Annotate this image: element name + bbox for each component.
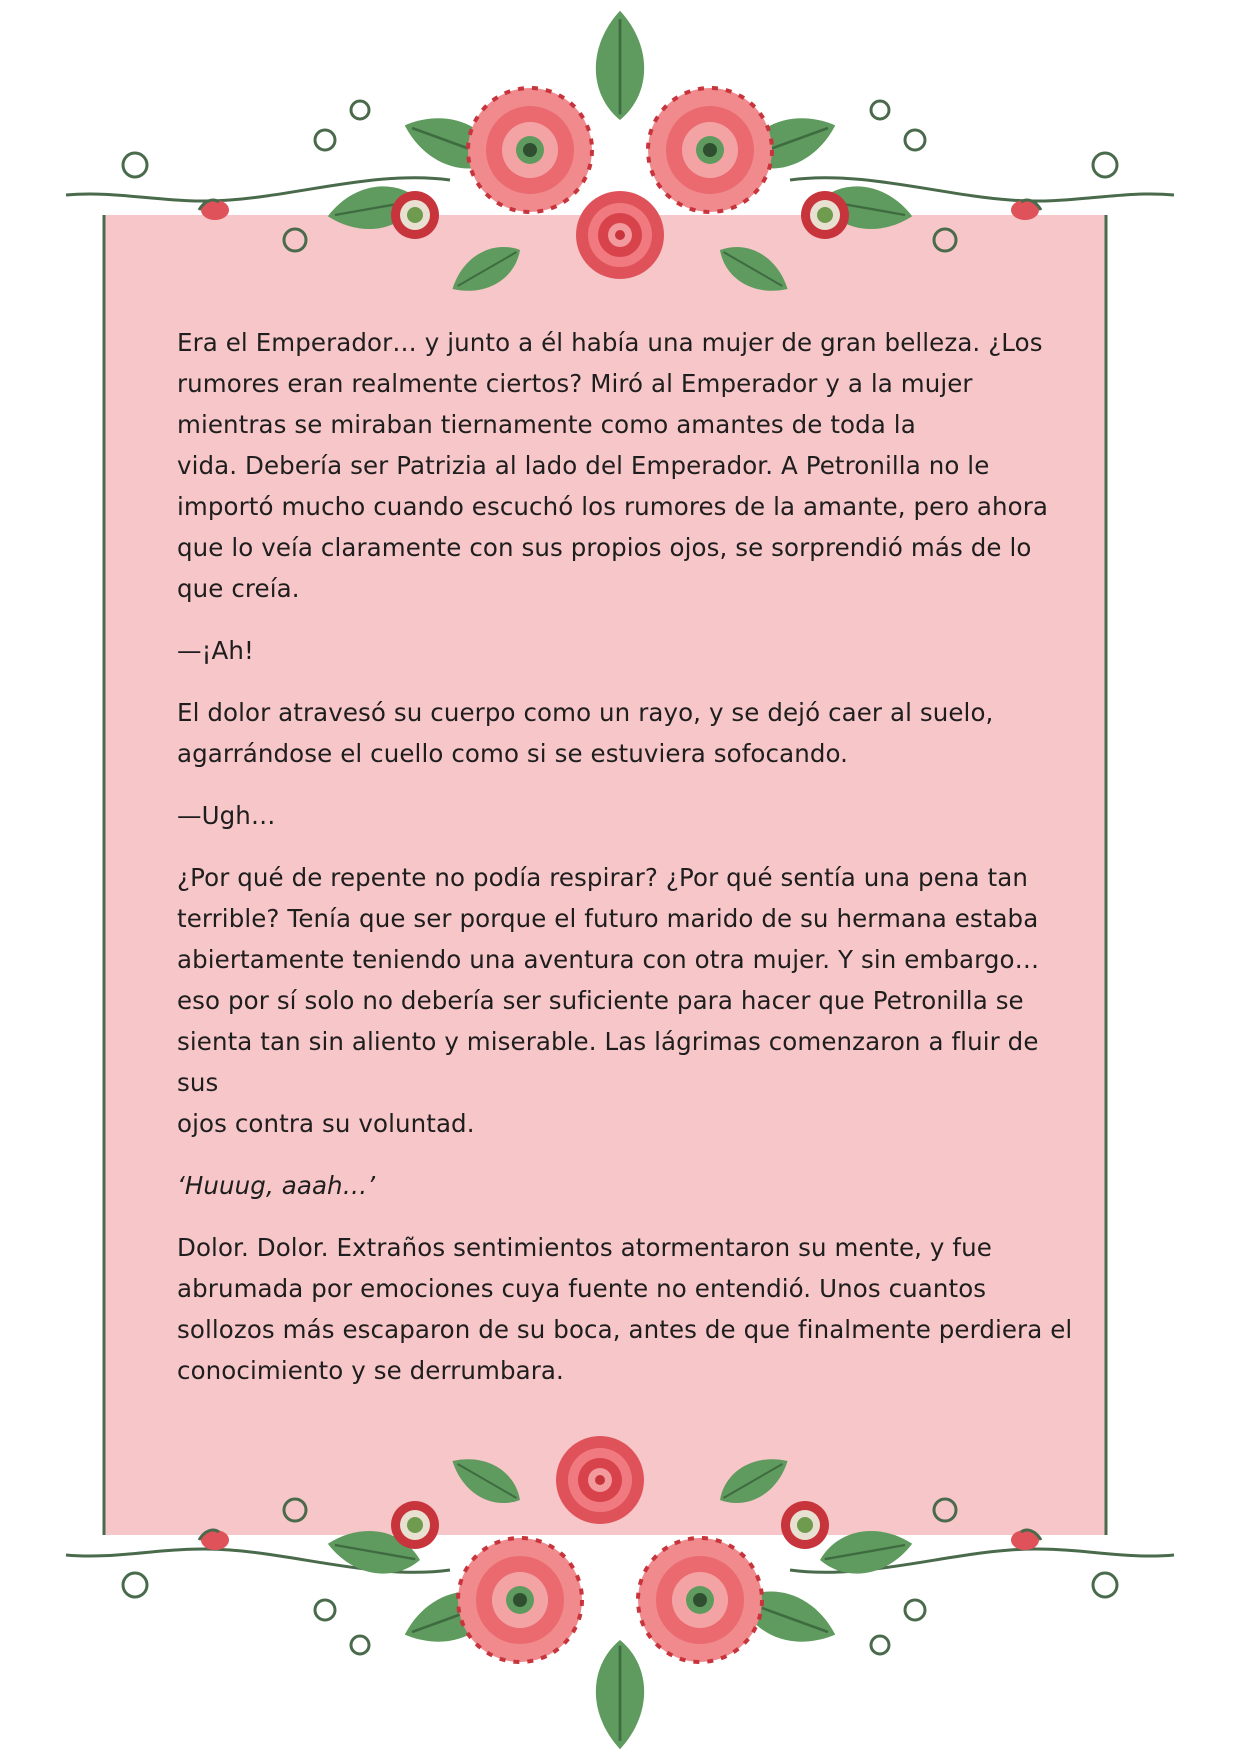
- paragraph-1: Era el Emperador… y junto a él había una mujer de gran belleza. ¿Los rumores eran realmente ciertos? Miró al Emperador y a la mujer mientras se miraban tiernamente como amantes de toda la vida. Debería ser Patrizia al lado del Emperador. A Petronilla no le importó mucho cuando escuchó los rumores de la amante, pero ahora que lo veía claramente con sus propios ojos, se sorprendió más de lo que creía.: [177, 328, 1049, 603]
- paragraph-5: ¿Por qué de repente no podía respirar? ¿Por qué sentía una pena tan terrible? Tenía que ser porque el futuro marido de su hermana estaba abiertamente teniendo una aventura con otra mujer. Y sin embargo… eso por sí solo no debería ser suficiente para hacer que Petronilla se sienta tan sin aliento y miserable. Las lágrimas comenzaron a fluir de sus ojos contra su voluntad.: [177, 863, 1040, 1138]
- paragraph-2: —¡Ah!: [177, 636, 254, 665]
- paragraph-3: El dolor atravesó su cuerpo como un rayo, y se dejó caer al suelo, agarrándose el cuello como si se estuviera sofocando.: [177, 698, 994, 768]
- paragraph-6: ‘Huuug, aaah…’: [177, 1171, 376, 1200]
- bottom-vine: [66, 1549, 1174, 1572]
- paragraph-7: Dolor. Dolor. Extraños sentimientos atormentaron su mente, y fue abrumada por emociones cuya fuente no entendió. Unos cuantos sollozos más escaparon de su boca, antes de que finalmente perdiera el conocimiento y se derrumbara.: [177, 1233, 1073, 1385]
- story-text: [177, 322, 1077, 1412]
- paragraph-4: —Ugh…: [177, 801, 276, 830]
